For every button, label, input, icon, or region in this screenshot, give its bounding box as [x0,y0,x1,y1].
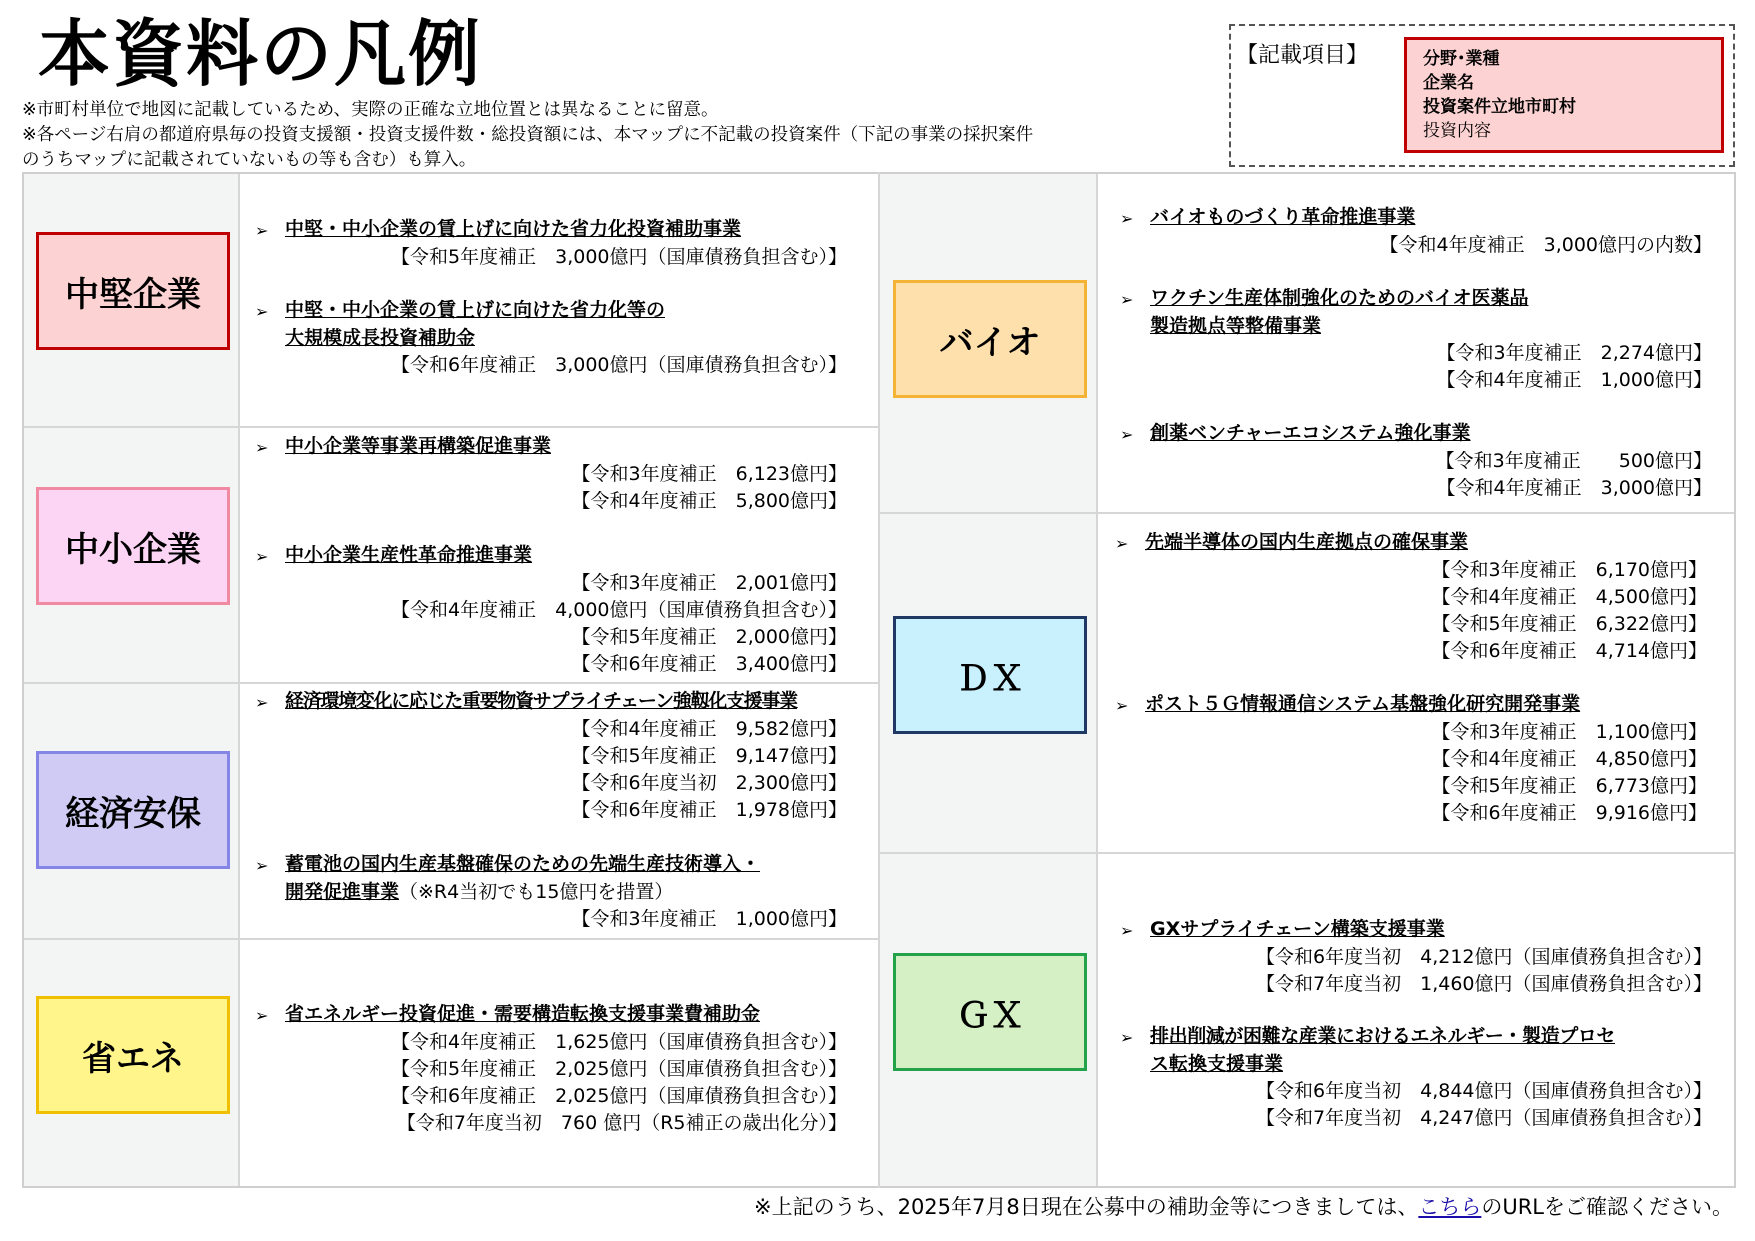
budget-amount: 【令和7年度当初 1,460億円（国庫債務負担含む）】 [1256,973,1712,995]
budget-amount: 【令和5年度補正 9,147億円】 [571,745,847,767]
budget-amount: 【令和3年度補正 1,100億円】 [1431,721,1707,743]
program-name-cont: 大規模成長投資補助金 [285,327,476,349]
budget-amount: 【令和6年度当初 4,844億円（国庫債務負担含む）】 [1256,1080,1712,1102]
budget-amount: 【令和3年度補正 2,001億円】 [571,572,847,594]
budget-amount: 【令和3年度補正 6,170億円】 [1431,559,1707,581]
program-block [1120,1023,1712,1132]
budget-amount: 【令和4年度補正 4,850億円】 [1431,748,1707,770]
program-name: 排出削減が困難な産業におけるエネルギー・製造プロセ [1150,1025,1616,1047]
notes [22,98,1222,173]
budget-amount: 【令和5年度補正 6,322億円】 [1431,613,1707,635]
budget-amount: 【令和3年度補正 6,123億円】 [571,463,847,485]
legend-line-company: 企業名 [1423,73,1474,93]
budget-amount: 【令和6年度補正 1,978億円】 [571,799,847,821]
arrow-bullet-icon: ➢ [1115,534,1129,553]
program-name: 省エネルギー投資促進・需要構造転換支援事業費補助金 [285,1003,761,1025]
budget-amount: 【令和5年度補正 3,000億円（国庫債務負担含む）】 [391,246,847,268]
budget-amount: 【令和3年度補正 1,000億円】 [571,908,847,930]
footer-text: ※上記のうち、2025年7月8日現在公募中の補助金等につきましては、 [753,1195,1419,1219]
budget-amount: 【令和4年度補正 3,000億円の内数】 [1379,234,1712,256]
program-name: GXサプライチェーン構築支援事業 [1150,918,1445,940]
arrow-bullet-icon: ➢ [255,302,269,321]
program-name: 中小企業生産性革命推進事業 [285,544,533,566]
program-block [1120,916,1712,998]
legend-label: 【記載項目】 [1236,43,1369,68]
arrow-bullet-icon: ➢ [1120,425,1134,444]
budget-amount: 【令和4年度補正 4,500億円】 [1431,586,1707,608]
footer-note [754,1191,1733,1221]
budget-amount: 【令和4年度補正 1,625億円（国庫債務負担含む）】 [391,1031,847,1053]
program-name-cont: 開発促進事業 [285,881,400,903]
category-chusho: 中小企業 [36,487,230,605]
budget-amount: 【令和3年度補正 2,274億円】 [1436,342,1712,364]
budget-amount: 【令和4年度補正 1,000億円】 [1436,369,1712,391]
category-chuken: 中堅企業 [36,232,230,350]
category-shoene: 省エネ [36,996,230,1114]
program-block [1115,529,1707,665]
category-dx: ＤＸ [893,616,1087,734]
legend-line-city: 投資案件立地市町村 [1423,97,1576,117]
program-block [255,216,847,271]
budget-amount: 【令和5年度補正 6,773億円】 [1431,775,1707,797]
budget-amount: 【令和6年度補正 3,400億円】 [571,653,847,675]
page-title: 本資料の凡例 [38,12,483,96]
arrow-bullet-icon: ➢ [255,221,269,240]
budget-amount: 【令和4年度補正 3,000億円】 [1436,477,1712,499]
budget-amount: 【令和7年度当初 760 億円（R5補正の歳出化分）】 [396,1112,847,1134]
budget-amount: 【令和6年度補正 9,916億円】 [1431,802,1707,824]
arrow-bullet-icon: ➢ [255,856,269,875]
program-name: 経済環境変化に応じた重要物資サプライチェーン強靱化支援事業 [285,690,797,712]
budget-amount: 【令和4年度補正 9,582億円】 [571,718,847,740]
legend-line-content: 投資内容 [1423,121,1491,141]
program-name: ワクチン生産体制強化のためのバイオ医薬品 [1150,287,1529,309]
budget-amount: 【令和5年度補正 2,000億円】 [571,626,847,648]
footer-link[interactable]: こちら [1418,1195,1482,1219]
budget-amount: 【令和4年度補正 5,800億円】 [571,490,847,512]
program-name: バイオものづくり革命推進事業 [1150,206,1416,228]
program-block [1115,691,1707,827]
program-name: 蓄電池の国内生産基盤確保のための先端生産技術導入・ [285,853,761,875]
program-name: 先端半導体の国内生産拠点の確保事業 [1145,531,1469,553]
program-block [255,688,847,824]
note-line: ※市町村単位で地図に記載しているため、実際の正確な立地位置とは異なることに留意。 [22,100,719,120]
arrow-bullet-icon: ➢ [1120,921,1134,940]
budget-amount: 【令和6年度当初 2,300億円】 [571,772,847,794]
arrow-bullet-icon: ➢ [1120,1028,1134,1047]
program-name-cont: ス転換支援事業 [1150,1053,1284,1075]
program-block [255,297,847,379]
budget-amount: 【令和6年度補正 3,000億円（国庫債務負担含む）】 [391,354,847,376]
program-block [1120,285,1712,394]
note-line: ※各ページ右肩の都道府県毎の投資支援額・投資支援件数・総投資額には、本マップに不記載の投資案件（下記の事業の採択案件 [22,125,1034,145]
program-name: 創薬ベンチャーエコシステム強化事業 [1150,422,1471,444]
budget-amount: 【令和6年度補正 4,714億円】 [1431,640,1707,662]
arrow-bullet-icon: ➢ [255,1006,269,1025]
budget-amount: 【令和5年度補正 2,025億円（国庫債務負担含む）】 [391,1058,847,1080]
arrow-bullet-icon: ➢ [255,547,269,566]
program-block [255,433,847,515]
legend-sample [1404,37,1724,153]
program-name-cont: 製造拠点等整備事業 [1150,315,1322,337]
budget-amount: 【令和7年度当初 4,247億円（国庫債務負担含む）】 [1256,1107,1712,1129]
program-block [1120,204,1712,259]
budget-amount: 【令和3年度補正 500億円】 [1435,450,1712,472]
program-name: 中小企業等事業再構築促進事業 [285,435,552,457]
program-block [1120,420,1712,502]
program-note: （※R4当初でも15億円を措置） [399,881,674,903]
budget-amount: 【令和6年度補正 2,025億円（国庫債務負担含む）】 [391,1085,847,1107]
budget-amount: 【令和6年度当初 4,212億円（国庫債務負担含む）】 [1256,946,1712,968]
program-name: ポスト５Ｇ情報通信システム基盤強化研究開発事業 [1145,693,1581,715]
program-name: 中堅・中小企業の賃上げに向けた省力化投資補助事業 [285,218,742,240]
category-keizai: 経済安保 [36,751,230,869]
footer-text-end: のURLをご確認ください。 [1481,1195,1733,1219]
arrow-bullet-icon: ➢ [255,438,269,457]
arrow-bullet-icon: ➢ [1115,696,1129,715]
budget-amount: 【令和4年度補正 4,000億円（国庫債務負担含む）】 [391,599,847,621]
arrow-bullet-icon: ➢ [1120,290,1134,309]
program-name: 中堅・中小企業の賃上げに向けた省力化等の [285,299,666,321]
program-block [255,1001,847,1137]
program-block [255,542,847,678]
legend-line-sector: 分野･業種 [1423,49,1500,69]
arrow-bullet-icon: ➢ [1120,209,1134,228]
category-bio: バイオ [893,280,1087,398]
arrow-bullet-icon: ➢ [255,693,269,712]
row-body-cell [1098,854,1734,1186]
note-line: のうちマップに記載されていないもの等も含む）も算入。 [22,150,477,170]
category-gx: ＧＸ [893,953,1087,1071]
program-block [255,851,847,933]
